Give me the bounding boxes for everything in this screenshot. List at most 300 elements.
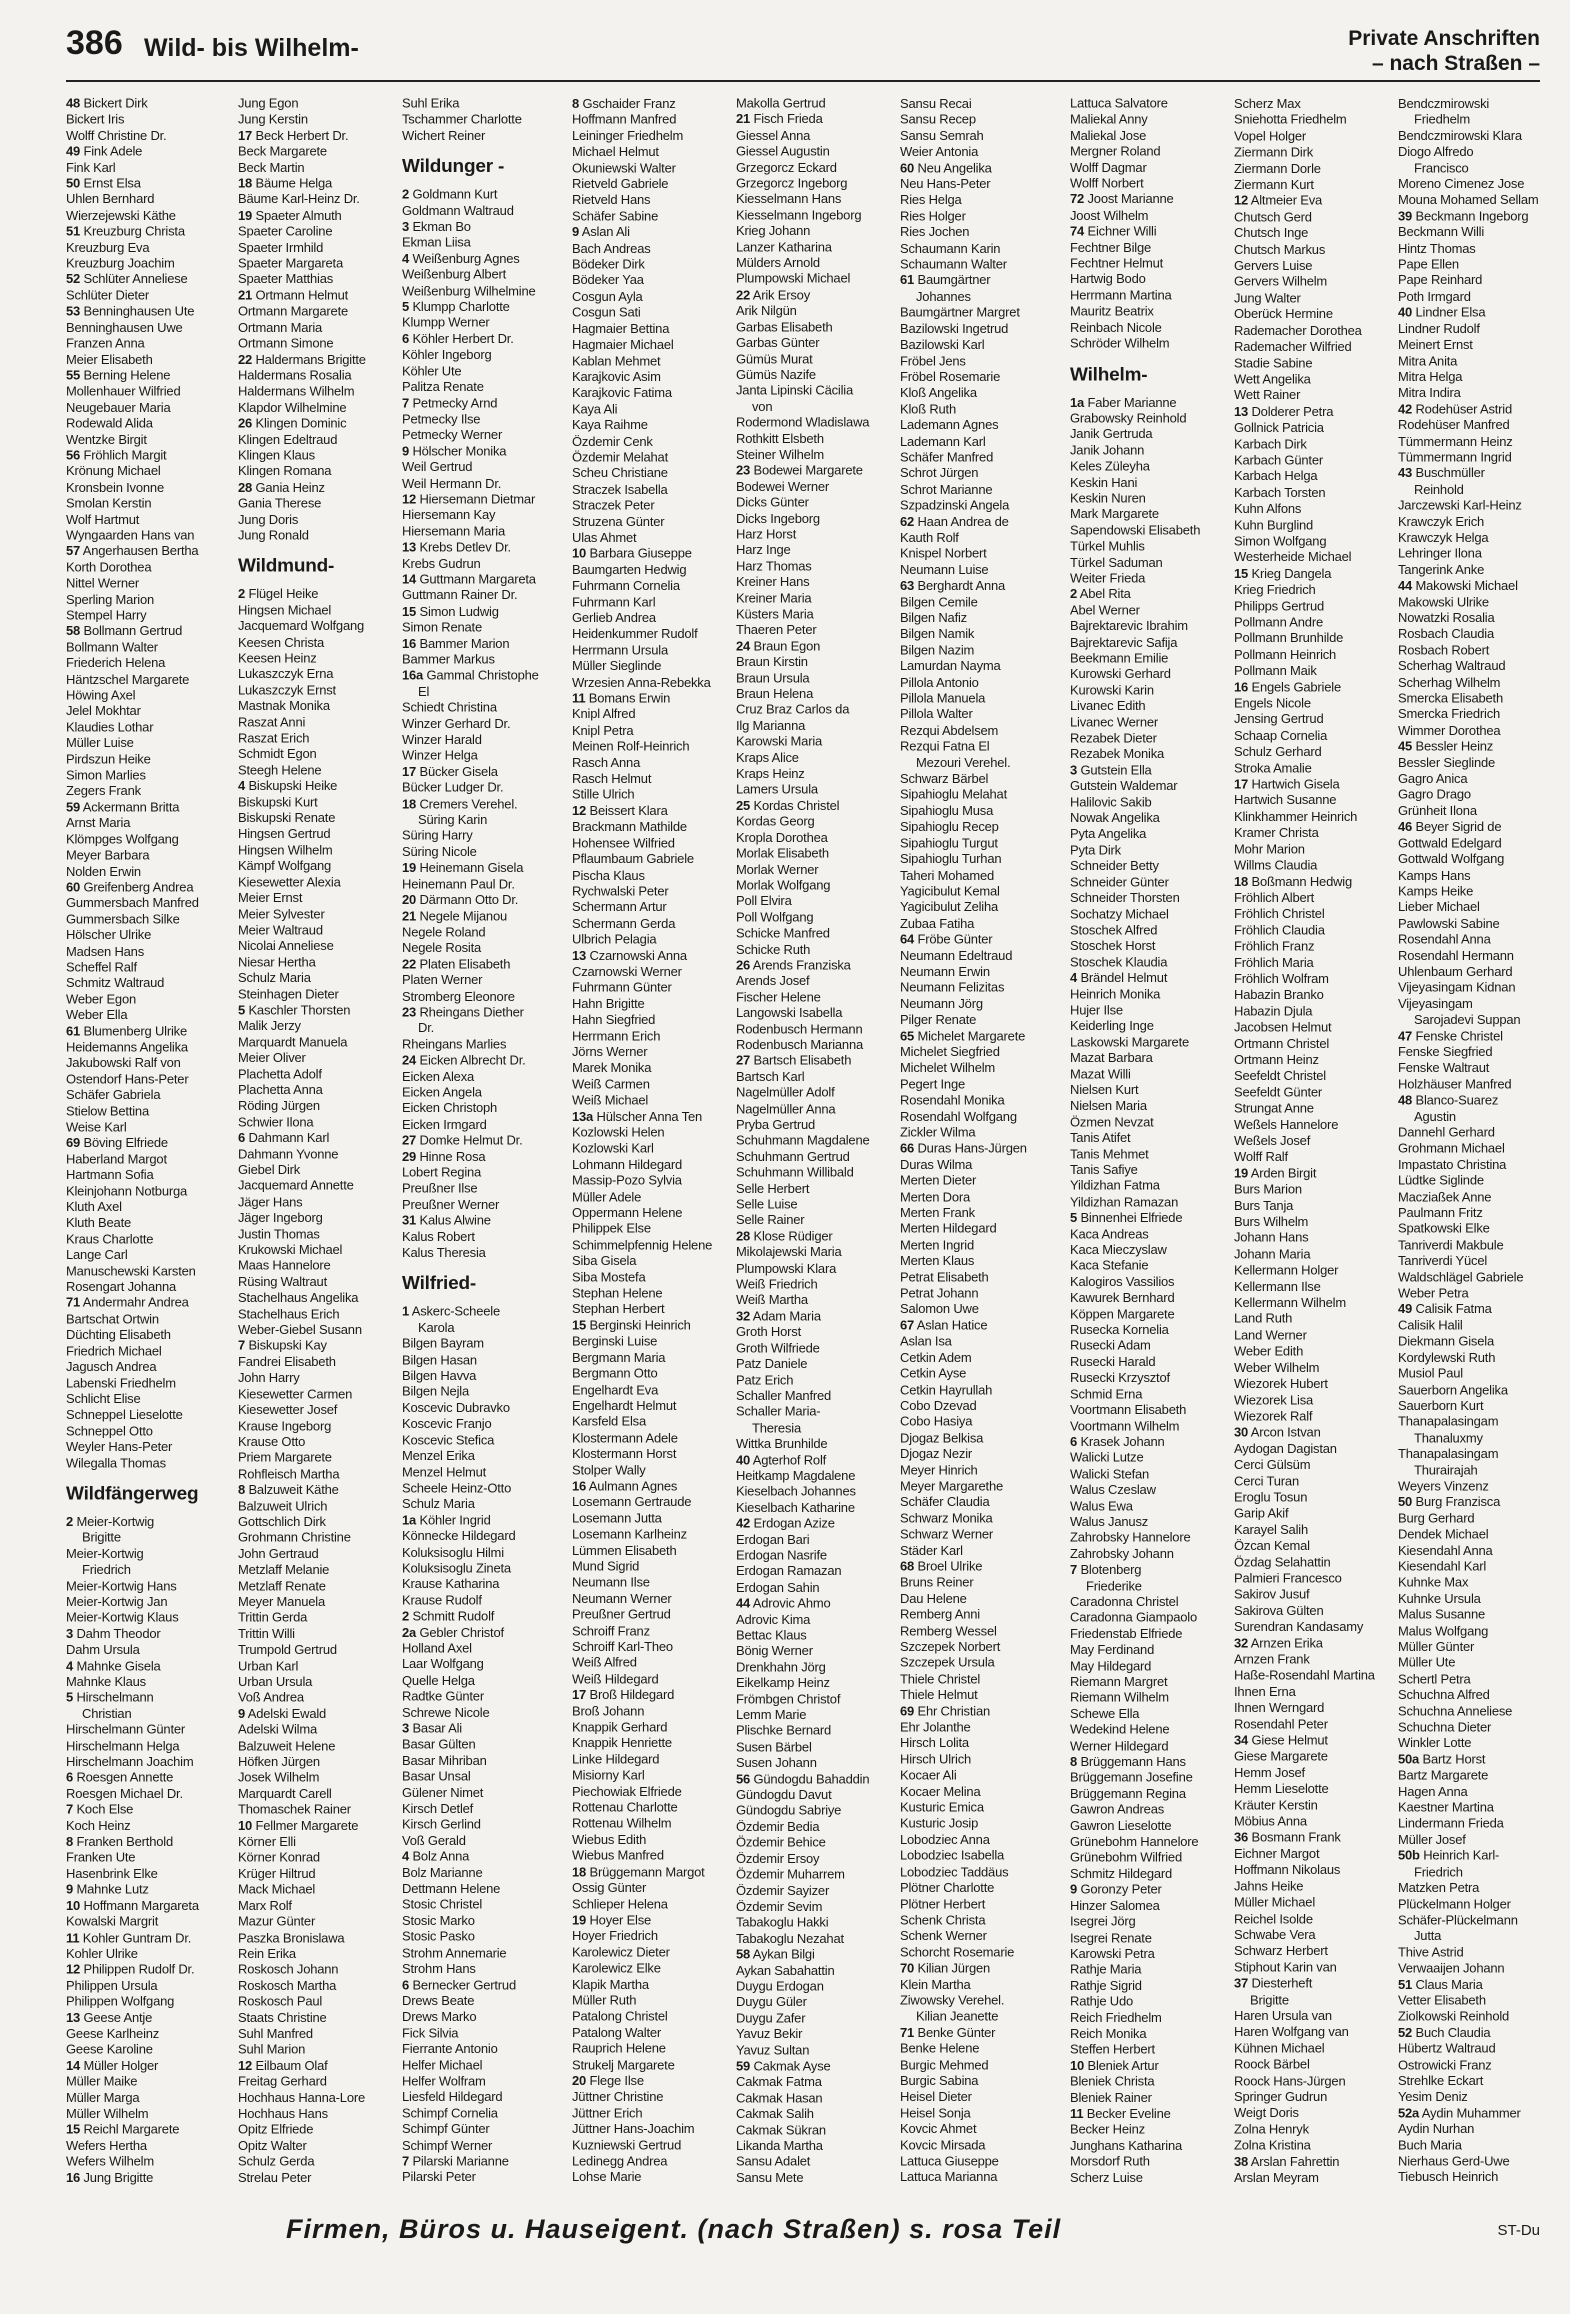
directory-column-8 xyxy=(1234,96,1404,2186)
directory-entry xyxy=(238,1994,408,2010)
resident-name: Düchting Elisabeth xyxy=(66,1327,171,1343)
resident-name: Rathje Udo xyxy=(1070,1994,1134,2009)
resident-name: Gümüs Nazife xyxy=(736,367,816,382)
directory-entry xyxy=(900,1430,1070,1446)
directory-entry xyxy=(1234,1668,1404,1684)
resident-name: Jung Egon xyxy=(238,96,299,111)
resident-name: Erdogan Azize xyxy=(753,1516,835,1531)
directory-entry xyxy=(66,304,236,320)
directory-entry xyxy=(66,720,236,736)
resident-name: Bajrektarevic Safija xyxy=(1070,634,1178,650)
resident-name: Holland Axel xyxy=(402,1640,472,1656)
directory-entry xyxy=(736,1436,906,1452)
directory-entry xyxy=(1398,1704,1540,1720)
resident-name: Kellermann Holger xyxy=(1234,1262,1339,1278)
resident-name: Özdemir Cenk xyxy=(572,433,653,449)
directory-entry xyxy=(1398,1044,1540,1060)
resident-name: Heidemanns Angelika xyxy=(66,1039,188,1055)
directory-entry xyxy=(1234,517,1404,533)
resident-name: Stephan Herbert xyxy=(572,1301,665,1317)
resident-name: Keles Züleyha xyxy=(1070,458,1150,474)
directory-entry xyxy=(66,160,236,176)
directory-entry xyxy=(238,416,408,432)
resident-name: Biskupski Kay xyxy=(248,1338,327,1353)
directory-entry xyxy=(1398,530,1540,546)
resident-name: Sauerborn Angelika xyxy=(1398,1382,1508,1397)
directory-entry xyxy=(900,2041,1070,2057)
resident-name: Heinemann Gisela xyxy=(419,860,524,876)
directory-entry xyxy=(66,2042,236,2058)
resident-name: Kusturic Josip xyxy=(900,1816,979,1831)
resident-name: Brüggemann Josefine xyxy=(1070,1770,1193,1785)
resident-name: Gawron Lieselotte xyxy=(1070,1818,1172,1833)
directory-entry xyxy=(402,1320,572,1336)
directory-entry xyxy=(900,96,1070,112)
resident-name: Haldermans Rosalia xyxy=(238,367,352,383)
directory-entry xyxy=(900,1253,1070,1269)
directory-entry xyxy=(1070,1146,1240,1162)
resident-name: Ries Jochen xyxy=(900,224,970,240)
resident-name: Schroiff Karl-Theo xyxy=(572,1639,673,1654)
directory-entry xyxy=(1070,1962,1240,1978)
resident-name: Agterhof Rolf xyxy=(752,1452,827,1467)
house-number: 2 xyxy=(66,1514,74,1529)
resident-name: Palitza Renate xyxy=(402,379,484,395)
directory-entry xyxy=(402,1085,572,1101)
house-number: 28 xyxy=(736,1228,751,1244)
resident-name: Surendran Kandasamy xyxy=(1234,1619,1364,1635)
resident-name: Zubaa Fatiha xyxy=(900,915,975,931)
directory-entry xyxy=(900,1736,1070,1752)
resident-name: Salomon Uwe xyxy=(900,1301,979,1317)
resident-name: Hiersemann Maria xyxy=(402,523,506,539)
resident-name: Kalus Alwine xyxy=(419,1213,491,1228)
directory-entry xyxy=(1398,1253,1540,1269)
resident-name: Vijeyasingam Kidnan xyxy=(1398,980,1516,995)
resident-name: Friederich Helena xyxy=(66,655,166,671)
resident-name: Müller Adele xyxy=(572,1189,642,1204)
directory-entry xyxy=(402,2058,572,2074)
directory-entry xyxy=(238,1930,408,1946)
directory-entry xyxy=(736,1883,906,1899)
resident-name: Guttmann Rainer Dr. xyxy=(402,587,518,603)
directory-entry xyxy=(1070,2026,1240,2042)
directory-entry xyxy=(238,795,408,811)
directory-entry xyxy=(736,1564,906,1580)
resident-name: Weil Gertrud xyxy=(402,459,473,475)
resident-name: Duras Hans-Jürgen xyxy=(917,1140,1027,1156)
resident-name: Scherz Max xyxy=(1234,96,1301,111)
directory-entry xyxy=(572,723,742,739)
directory-entry xyxy=(572,2089,742,2105)
resident-name: Rothkitt Elsbeth xyxy=(736,431,824,446)
directory-entry xyxy=(1070,1035,1240,1051)
directory-entry xyxy=(1234,290,1404,306)
house-number: 10 xyxy=(1070,2058,1085,2073)
directory-entry xyxy=(900,2138,1070,2154)
resident-name: Küsters Maria xyxy=(736,606,814,622)
directory-entry xyxy=(1070,795,1240,811)
directory-entry xyxy=(1234,274,1404,290)
directory-entry xyxy=(1398,1559,1540,1575)
directory-entry xyxy=(402,1833,572,1849)
directory-entry xyxy=(736,431,906,447)
directory-entry xyxy=(736,702,906,718)
directory-entry xyxy=(736,1277,906,1293)
directory-entry xyxy=(238,288,408,304)
directory-entry xyxy=(66,960,236,976)
directory-entry xyxy=(572,707,742,723)
resident-name: Cakmak Ayse xyxy=(753,2058,831,2074)
resident-name: Tanis Safiye xyxy=(1070,1162,1138,1178)
directory-entry xyxy=(572,401,742,417)
resident-name: Roesgen Annette xyxy=(76,1770,174,1785)
directory-entry xyxy=(238,1738,408,1754)
directory-entry xyxy=(736,1021,906,1037)
resident-name: Bartsch Elisabeth xyxy=(753,1053,852,1068)
resident-name: Massip-Pozo Sylvia xyxy=(572,1173,682,1188)
directory-columns xyxy=(66,96,1540,2186)
resident-name: Schlicht Elise xyxy=(66,1391,141,1407)
directory-entry xyxy=(402,780,572,796)
directory-entry xyxy=(1070,1082,1240,1098)
resident-name: Weiter Frieda xyxy=(1070,570,1146,586)
directory-entry xyxy=(1398,1913,1540,1929)
house-number: 12 xyxy=(1234,193,1249,209)
directory-entry xyxy=(66,176,236,192)
directory-entry xyxy=(900,884,1070,900)
resident-name: Stephan Helene xyxy=(572,1285,663,1301)
resident-name: Ulas Ahmet xyxy=(572,530,637,545)
house-number: 34 xyxy=(1234,1732,1249,1748)
resident-name: Bödeker Dirk xyxy=(572,256,645,272)
resident-name: Justin Thomas xyxy=(238,1226,320,1242)
directory-entry xyxy=(1234,177,1404,193)
directory-entry xyxy=(66,272,236,288)
house-number: 25 xyxy=(736,798,751,813)
directory-entry xyxy=(1398,1752,1540,1768)
resident-name: Petmecky Arnd xyxy=(412,395,498,411)
house-number: 18 xyxy=(402,796,417,811)
directory-entry xyxy=(402,283,572,299)
directory-entry xyxy=(1234,550,1404,566)
resident-name: Lamers Ursula xyxy=(736,782,818,797)
house-number: 22 xyxy=(238,351,253,367)
directory-entry xyxy=(1398,852,1540,868)
resident-name: Kohler Ulrike xyxy=(66,1946,138,1961)
resident-name: Keiderling Inge xyxy=(1070,1018,1154,1034)
directory-entry xyxy=(736,2138,906,2154)
directory-entry xyxy=(1070,1354,1240,1370)
resident-name: Koluksisoglu Zineta xyxy=(402,1560,511,1576)
resident-name: Vopel Holger xyxy=(1234,128,1307,144)
resident-name: Schuhmann Gertrud xyxy=(736,1149,850,1164)
resident-name: Werner Hildegard xyxy=(1070,1738,1169,1753)
directory-entry xyxy=(1070,1418,1240,1434)
house-number: 6 xyxy=(402,331,410,347)
directory-entry xyxy=(1234,2154,1404,2170)
directory-entry xyxy=(66,1610,236,1626)
resident-name: Joost Marianne xyxy=(1087,191,1174,207)
directory-entry xyxy=(900,2073,1070,2089)
resident-name: Tanis Mehmet xyxy=(1070,1146,1149,1162)
resident-name: Schneppel Otto xyxy=(66,1423,153,1439)
resident-name: Knispel Norbert xyxy=(900,546,987,561)
house-number: 64 xyxy=(900,931,915,947)
resident-name: Franken Ute xyxy=(66,1850,136,1865)
resident-name: Schäfer-Plückelmann xyxy=(1398,1912,1518,1928)
directory-entry xyxy=(402,1993,572,2009)
resident-name: Ortmann Margarete xyxy=(238,303,349,319)
directory-entry xyxy=(1398,835,1540,851)
directory-entry xyxy=(66,2154,236,2170)
directory-entry xyxy=(900,1495,1070,1511)
directory-entry xyxy=(900,1543,1070,1559)
resident-name: Bomans Erwin xyxy=(588,690,671,706)
resident-name: Barbara Giuseppe xyxy=(589,546,692,561)
directory-entry xyxy=(238,859,408,875)
directory-entry xyxy=(1234,825,1404,841)
directory-entry xyxy=(238,1722,408,1738)
resident-name: Gebler Christof xyxy=(419,1624,504,1640)
resident-name: Caradonna Giampaolo xyxy=(1070,1610,1198,1625)
resident-name: Roskosch Martha xyxy=(238,1978,337,1993)
resident-name: Krasek Johann xyxy=(1080,1434,1165,1449)
resident-name: Spaeter Matthias xyxy=(238,271,334,287)
directory-entry xyxy=(1234,1311,1404,1327)
resident-name: Müller Luise xyxy=(66,735,134,751)
directory-entry xyxy=(66,560,236,576)
directory-entry xyxy=(402,668,572,684)
directory-entry xyxy=(1070,1386,1240,1402)
directory-entry xyxy=(900,257,1070,273)
house-number: 43 xyxy=(1398,465,1413,481)
directory-entry xyxy=(238,1546,408,1562)
directory-entry xyxy=(402,1881,572,1897)
directory-entry xyxy=(572,578,742,594)
directory-entry xyxy=(1070,1338,1240,1354)
directory-entry xyxy=(402,556,572,572)
resident-name: Bilgen Namik xyxy=(900,626,975,642)
directory-entry xyxy=(900,1318,1070,1334)
resident-name: Karowski Maria xyxy=(736,734,823,749)
resident-name: Ekman Bo xyxy=(412,219,471,234)
house-number: 5 xyxy=(1070,1210,1078,1226)
resident-name: Steinhagen Dieter xyxy=(238,986,339,1002)
directory-entry xyxy=(1398,1929,1540,1945)
resident-name: Müller Maike xyxy=(66,2074,138,2089)
resident-name: Dicks Ingeborg xyxy=(736,510,820,526)
resident-name: Grabowsky Reinhold xyxy=(1070,410,1187,426)
directory-entry xyxy=(572,787,742,803)
resident-name: Diesterheft xyxy=(1251,1975,1313,1991)
resident-name: Baumgärtner Margret xyxy=(900,304,1020,320)
directory-entry xyxy=(238,1434,408,1450)
directory-entry xyxy=(736,1341,906,1357)
directory-entry xyxy=(1234,1538,1404,1554)
directory-entry xyxy=(66,752,236,768)
directory-entry xyxy=(1398,257,1540,273)
resident-name: Fechtner Bilge xyxy=(1070,239,1152,255)
house-number: 53 xyxy=(66,303,81,319)
house-number: 14 xyxy=(66,2058,81,2073)
directory-entry xyxy=(572,964,742,980)
directory-entry xyxy=(1070,144,1240,160)
resident-name: Adelski Ewald xyxy=(247,1706,327,1721)
directory-entry xyxy=(402,540,572,556)
directory-entry xyxy=(238,352,408,368)
house-number: 7 xyxy=(1070,1562,1078,1577)
directory-entry xyxy=(1234,1781,1404,1797)
resident-name: Gülener Nimet xyxy=(402,1785,484,1800)
resident-name: Winkler Lotte xyxy=(1398,1735,1472,1751)
resident-name: Stachelhaus Angelika xyxy=(238,1290,359,1306)
resident-name: Quelle Helga xyxy=(402,1672,475,1688)
resident-name: Siba Gisela xyxy=(572,1253,637,1269)
directory-entry xyxy=(66,336,236,352)
resident-name: Tümmermann Heinz xyxy=(1398,433,1513,449)
directory-entry xyxy=(1070,427,1240,443)
resident-name: Spaeter Margareta xyxy=(238,255,343,271)
resident-name: Scheu Christiane xyxy=(572,465,668,481)
resident-name: Dahm Ursula xyxy=(66,1642,140,1657)
directory-entry xyxy=(1070,1898,1240,1914)
directory-entry xyxy=(1234,2073,1404,2089)
resident-name: Susen Bärbel xyxy=(736,1739,812,1755)
resident-name: Hölscher Monika xyxy=(412,443,507,459)
directory-entry xyxy=(66,1946,236,1962)
directory-entry xyxy=(66,2026,236,2042)
directory-entry xyxy=(900,1993,1070,2009)
directory-entry xyxy=(572,160,742,176)
house-number: 7 xyxy=(66,1802,74,1817)
resident-name: Mohr Marion xyxy=(1234,841,1305,857)
resident-name: Aykan Bilgi xyxy=(752,1946,815,1962)
directory-entry xyxy=(1234,2122,1404,2138)
directory-entry xyxy=(900,1398,1070,1414)
resident-name: Cerci Turan xyxy=(1234,1473,1299,1489)
resident-name: Berning Helene xyxy=(83,367,171,383)
resident-name: Mergner Roland xyxy=(1070,143,1161,159)
directory-entry xyxy=(572,1334,742,1350)
resident-name: Buch Claudia xyxy=(1415,2025,1491,2040)
resident-name: Jacquemard Wolfgang xyxy=(238,618,365,634)
directory-entry xyxy=(402,1352,572,1368)
house-number: 2 xyxy=(402,187,410,202)
house-number: 6 xyxy=(66,1770,74,1785)
resident-name: Pollmann Brunhilde xyxy=(1234,630,1344,646)
resident-name: Askerc-Scheele xyxy=(411,1304,500,1319)
resident-name: Schmidt Egon xyxy=(238,746,317,762)
resident-name: Staats Christine xyxy=(238,2010,327,2025)
house-number: 38 xyxy=(1234,2153,1249,2169)
resident-name: Kamps Hans xyxy=(1398,867,1471,883)
resident-name: Körner Elli xyxy=(238,1834,296,1849)
resident-name: Müller Wilhelm xyxy=(66,2106,149,2121)
resident-name: Seefeldt Günter xyxy=(1234,1084,1323,1100)
resident-name: Rein Erika xyxy=(238,1946,296,1961)
directory-entry xyxy=(900,482,1070,498)
directory-entry xyxy=(900,353,1070,369)
directory-entry xyxy=(238,1258,408,1274)
resident-name: Hoyer Friedrich xyxy=(572,1928,658,1944)
house-number: 59 xyxy=(736,2058,751,2074)
resident-name: Gschaider Franz xyxy=(582,96,676,111)
resident-name: Selle Luise xyxy=(736,1196,798,1212)
directory-entry xyxy=(66,2170,236,2186)
resident-name: Franzen Anna xyxy=(66,335,145,351)
resident-name: Krebs Gudrun xyxy=(402,555,481,571)
resident-name: Engelhardt Eva xyxy=(572,1382,659,1397)
directory-entry xyxy=(900,176,1070,192)
directory-entry xyxy=(1234,1376,1404,1392)
directory-entry xyxy=(1398,1205,1540,1221)
resident-name: Karolewicz Dieter xyxy=(572,1944,670,1960)
directory-entry xyxy=(572,1896,742,1912)
resident-name: Rychwalski Peter xyxy=(572,883,669,899)
directory-entry xyxy=(900,1446,1070,1462)
directory-entry xyxy=(1070,2042,1240,2058)
resident-name: Agustin xyxy=(1414,1108,1456,1124)
directory-entry xyxy=(1070,1194,1240,1210)
directory-entry xyxy=(1398,2089,1540,2105)
resident-name: Makowski Ulrike xyxy=(1398,594,1489,610)
resident-name: Klostermann Horst xyxy=(572,1446,677,1462)
resident-name: Schuchna Alfred xyxy=(1398,1687,1490,1703)
directory-entry xyxy=(402,1801,572,1817)
directory-entry xyxy=(1398,1028,1540,1044)
directory-entry xyxy=(736,766,906,782)
directory-entry xyxy=(572,209,742,225)
resident-name: Plumpowski Michael xyxy=(736,271,851,287)
resident-name: Rietveld Gabriele xyxy=(572,176,669,192)
resident-name: Bücker Gisela xyxy=(419,764,498,779)
directory-entry xyxy=(736,1085,906,1101)
house-number: 5 xyxy=(238,1002,246,1018)
resident-name: Jelel Mokhtar xyxy=(66,703,141,719)
directory-entry xyxy=(66,1642,236,1658)
resident-name: Beckmann Willi xyxy=(1398,224,1485,240)
resident-name: Meyer Hinrich xyxy=(900,1462,978,1478)
resident-name: Arcon Istvan xyxy=(1250,1424,1321,1440)
resident-name: Schenk Christa xyxy=(900,1912,986,1928)
directory-entry xyxy=(1070,1610,1240,1626)
resident-name: Mazat Willi xyxy=(1070,1066,1131,1082)
resident-name: Preußner Ilse xyxy=(402,1180,478,1196)
directory-entry xyxy=(66,1279,236,1295)
resident-name: Mazur Günter xyxy=(238,1914,316,1929)
directory-entry xyxy=(572,337,742,353)
footer-code: ST-Du xyxy=(1497,2222,1540,2239)
directory-entry xyxy=(1070,1690,1240,1706)
directory-entry xyxy=(1398,2122,1540,2138)
resident-name: Beekmann Emilie xyxy=(1070,650,1169,666)
directory-entry xyxy=(1398,980,1540,996)
directory-entry xyxy=(1234,712,1404,728)
directory-entry xyxy=(402,892,572,908)
resident-name: Weßels Josef xyxy=(1234,1133,1311,1148)
directory-entry xyxy=(1398,160,1540,176)
resident-name: Sakirova Gülten xyxy=(1234,1603,1324,1618)
resident-name: Abel Werner xyxy=(1070,602,1140,618)
house-number: 21 xyxy=(238,287,253,303)
resident-name: Faber Marianne xyxy=(1087,394,1177,410)
resident-name: Koch Else xyxy=(76,1802,134,1817)
resident-name: Karbach Dirk xyxy=(1234,436,1307,452)
directory-entry xyxy=(572,257,742,273)
resident-name: Arnzen Frank xyxy=(1234,1651,1310,1667)
resident-name: Wefers Wilhelm xyxy=(66,2154,154,2169)
